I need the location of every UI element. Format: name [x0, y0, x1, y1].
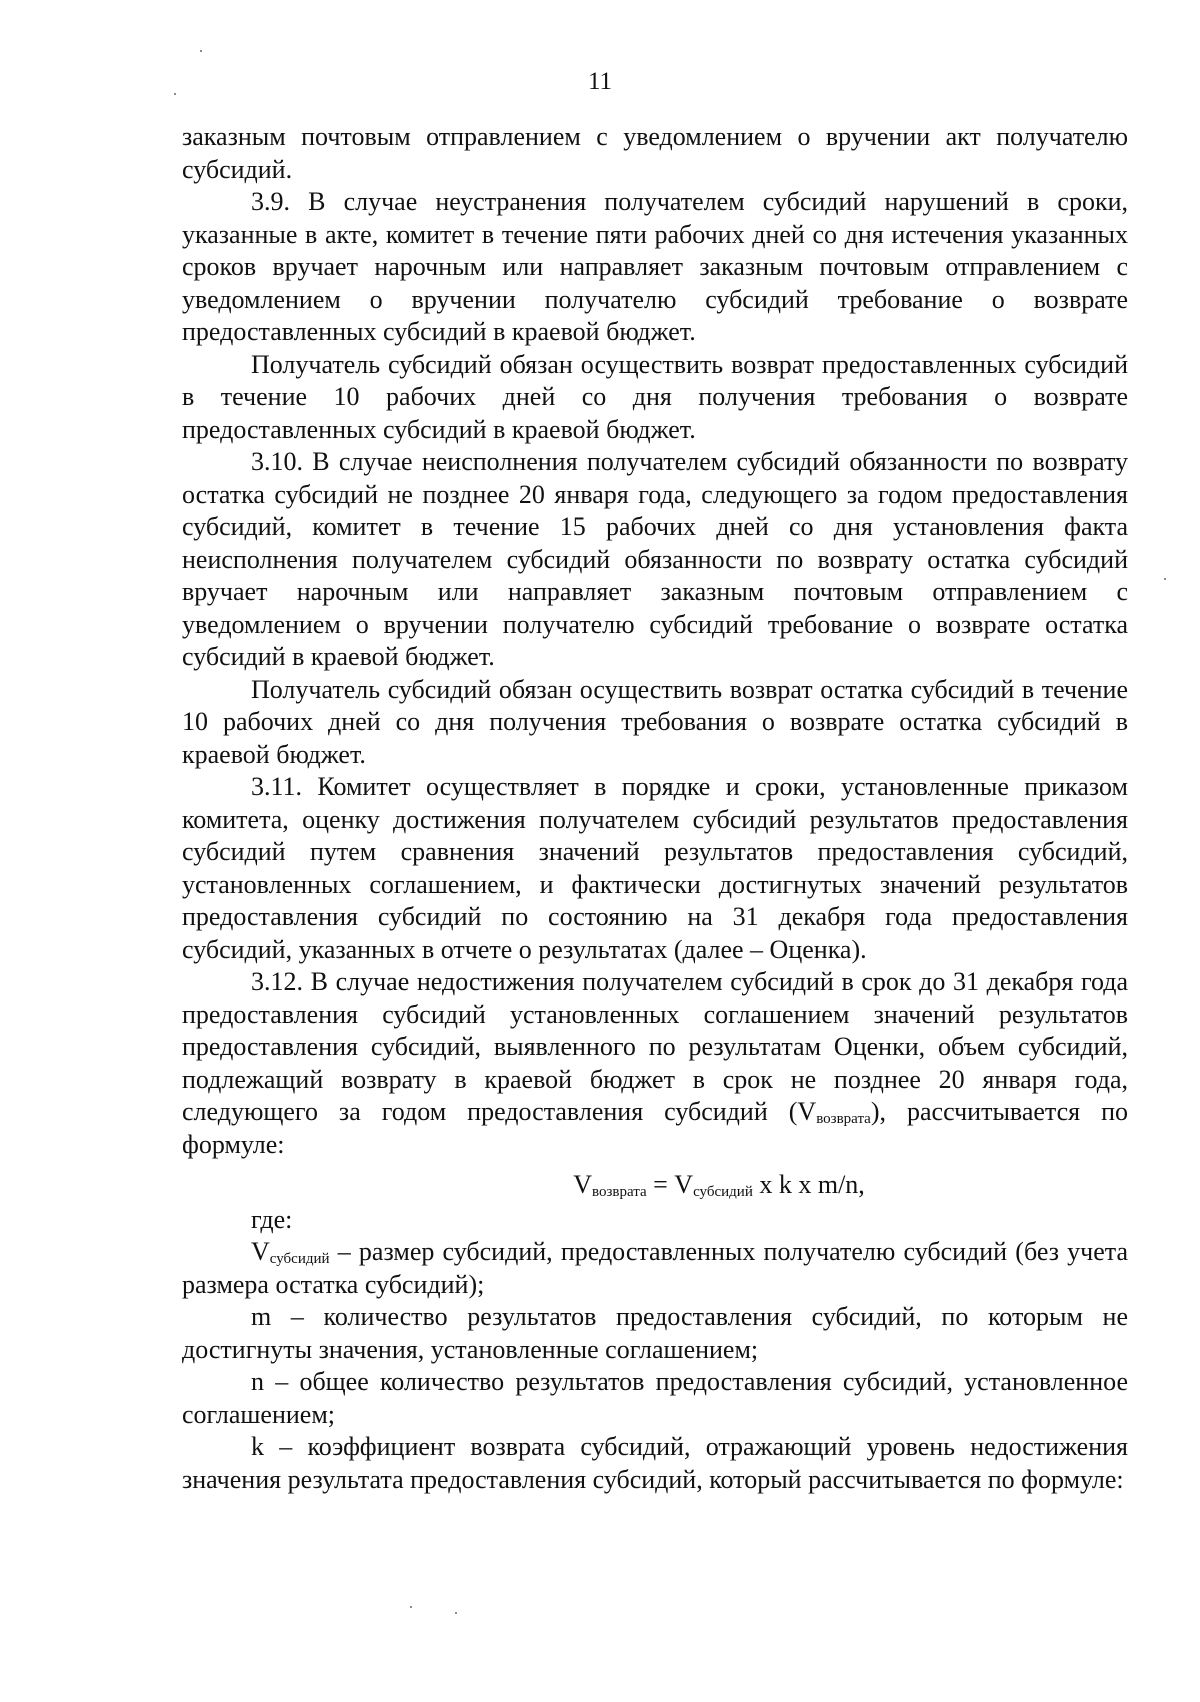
scan-speck	[1164, 578, 1166, 580]
open-paren: (	[788, 1097, 798, 1126]
scan-speck	[200, 50, 202, 52]
paragraph-3-10: 3.10. В случае неисполнения получателем субсидий обязанности по возврату остатка субсидий не позднее 20 января года, следующего за годом предоставления субсидий, комитет в течение 15 рабочих дней со дня установления факта неисполнения получателем субсидий обязанности по возврату остатка субсидий вручает нарочным или направляет заказным почтовым отправлением с уведомлением о вручении получателю субсидий требование о возврате остатка субсидий в краевой бюджет.	[182, 447, 1128, 671]
paragraph-3-10-return: Получатель субсидий обязан осуществить возврат остатка субсидий в течение 10 рабочих дней со дня получения требования о возврате остатка субсидий в краевой бюджет.	[182, 674, 1128, 769]
definition-m: m – количество результатов предоставления субсидий, по которым не достигнуты значения, установленные соглашением;	[182, 1302, 1128, 1364]
paragraph-3-12-tail: ), рассчитывается по формуле:	[182, 1097, 1129, 1159]
scan-speck	[410, 1606, 412, 1608]
def-sub-subsidiy: субсидий	[269, 1251, 330, 1267]
subscript-vozvrata: возврата	[816, 1111, 871, 1127]
where-label: где:	[251, 1204, 293, 1234]
scan-speck	[455, 1612, 457, 1614]
document-body	[182, 121, 1128, 1496]
definition-v-text: – размер субсидий, предоставленных получателю субсидий (без учета размера остатка субсидий);	[182, 1237, 1128, 1299]
paragraph-3-12-text: 3.12. В случае недостижения получателем субсидий в срок до 31 декабря года предоставления субсидий установленных соглашением значений результатов предоставления субсидий, выявленного по результатам Оценки, объем субсидий, подлежащий возврату в краевой бюджет в срок не позднее 20 января года, следующего за годом предоставления субсидий	[182, 967, 1128, 1126]
paragraph-3-9: 3.9. В случае неустранения получателем субсидий нарушений в сроки, указанные в акте, комитет в течение пяти рабочих дней со дня истечения указанных сроков вручает нарочным или направляет заказным почтовым отправлением с уведомлением о вручении получателю субсидий требование о возврате предоставленных субсидий в краевой бюджет.	[182, 187, 1128, 346]
formula-sub-vozvrata: возврата	[591, 1184, 647, 1200]
paragraph-continuation: заказным почтовым отправлением с уведомлением о вручении акт получателю субсидий.	[182, 122, 1128, 184]
paragraph-3-12	[182, 966, 1128, 1161]
formula-v-result: V	[573, 1170, 592, 1199]
formula-v-subsidy: V	[674, 1170, 694, 1199]
formula	[182, 1169, 1128, 1202]
formula-equals: =	[646, 1170, 675, 1199]
v-symbol: V	[797, 1097, 817, 1126]
definition-k: k – коэффициент возврата субсидий, отражающий уровень недостижения значения результата предоставления субсидий, который рассчитывается по формуле:	[182, 1432, 1128, 1494]
formula-tail: x k x m/n,	[752, 1170, 865, 1199]
formula-sub-subsidiy: субсидий	[693, 1184, 753, 1200]
page-number: 11	[587, 68, 613, 95]
paragraph-3-11: 3.11. Комитет осуществляет в порядке и сроки, установленные приказом комитета, оценку достижения получателем субсидий результатов предоставления субсидий путем сравнения значений результатов предоставления субсидий, установленных соглашением, и фактически достигнутых значений результатов предоставления субсидий по состоянию на 31 декабря года предоставления субсидий, указанных в отчете о результатах (далее – Оценка).	[182, 772, 1128, 964]
paragraph-3-9-return: Получатель субсидий обязан осуществить возврат предоставленных субсидий в течение 10 рабочих дней со дня получения требования о возврате предоставленных субсидий в краевой бюджет.	[182, 349, 1128, 444]
definition-n: n – общее количество результатов предоставления субсидий, установленное соглашением;	[182, 1367, 1128, 1429]
def-v-symbol: V	[251, 1237, 270, 1266]
scan-speck	[174, 93, 176, 95]
definition-v-subsidy	[182, 1236, 1128, 1301]
